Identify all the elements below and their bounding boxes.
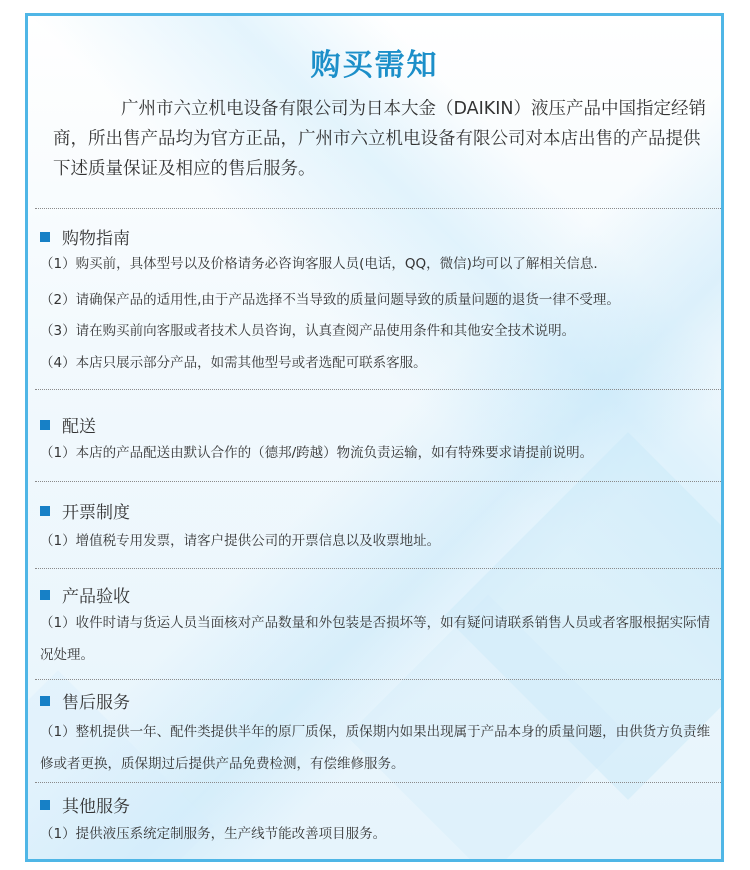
section-title-shopping-guide [40,224,130,249]
list-item: （1）收件时请与货运人员当面核对产品数量和外包装是否损坏等，如有疑问请联系销售人员或者客服根据实际情况处理。 [40,615,711,663]
divider [35,568,721,569]
section-title-inspection [40,582,130,607]
divider [35,389,721,390]
divider [35,782,721,783]
section-title-other-services [40,792,130,817]
intro-text: 广州市六立机电设备有限公司为日本大金（DAIKIN）液压产品中国指定经销商，所出售产品均为官方正品，广州市六立机电设备有限公司对本店出售的产品提供下述质量保证及相应的售后服务。 [53,99,707,179]
divider [35,208,721,209]
list-item: （1）提供液压系统定制服务，生产线节能改善项目服务。 [40,826,387,842]
square-bullet-icon [40,590,50,600]
notice-panel [25,13,724,862]
section-title-invoice [40,498,130,523]
section-title-delivery [40,412,96,437]
square-bullet-icon [40,420,50,430]
intro-paragraph [53,94,713,184]
page-title: 购买需知 [310,48,439,83]
section-title-text: 开票制度 [62,503,130,523]
square-bullet-icon [40,696,50,706]
section-title-text: 其他服务 [62,797,130,817]
list-item: （1）增值税专用发票，请客户提供公司的开票信息以及收票地址。 [40,533,441,549]
square-bullet-icon [40,232,50,242]
list-item: （1）整机提供一年、配件类提供半年的原厂质保，质保期内如果出现属于产品本身的质量问题，由供货方负责维修或者更换，质保期过后提供产品免费检测，有偿维修服务。 [40,724,711,772]
list-item: （1）购买前，具体型号以及价格请务必咨询客服人员(电话，QQ，微信)均可以了解相关信息. [40,256,598,272]
list-item: （4）本店只展示部分产品，如需其他型号或者选配可联系客服。 [40,355,427,371]
divider [35,679,721,680]
section-title-after-sales [40,688,130,713]
list-item: （3）请在购买前向客服或者技术人员咨询，认真查阅产品使用条件和其他安全技术说明。 [40,323,576,339]
square-bullet-icon [40,800,50,810]
list-item: （1）本店的产品配送由默认合作的（德邦/跨越）物流负责运输，如有特殊要求请提前说明。 [40,445,594,461]
section-title-text: 配送 [62,417,96,437]
list-item: （2）请确保产品的适用性,由于产品选择不当导致的质量问题导致的质量问题的退货一律不受理。 [40,292,620,308]
section-title-text: 产品验收 [62,587,130,607]
section-title-text: 购物指南 [62,229,130,249]
divider [35,481,721,482]
square-bullet-icon [40,506,50,516]
section-title-text: 售后服务 [62,693,130,713]
